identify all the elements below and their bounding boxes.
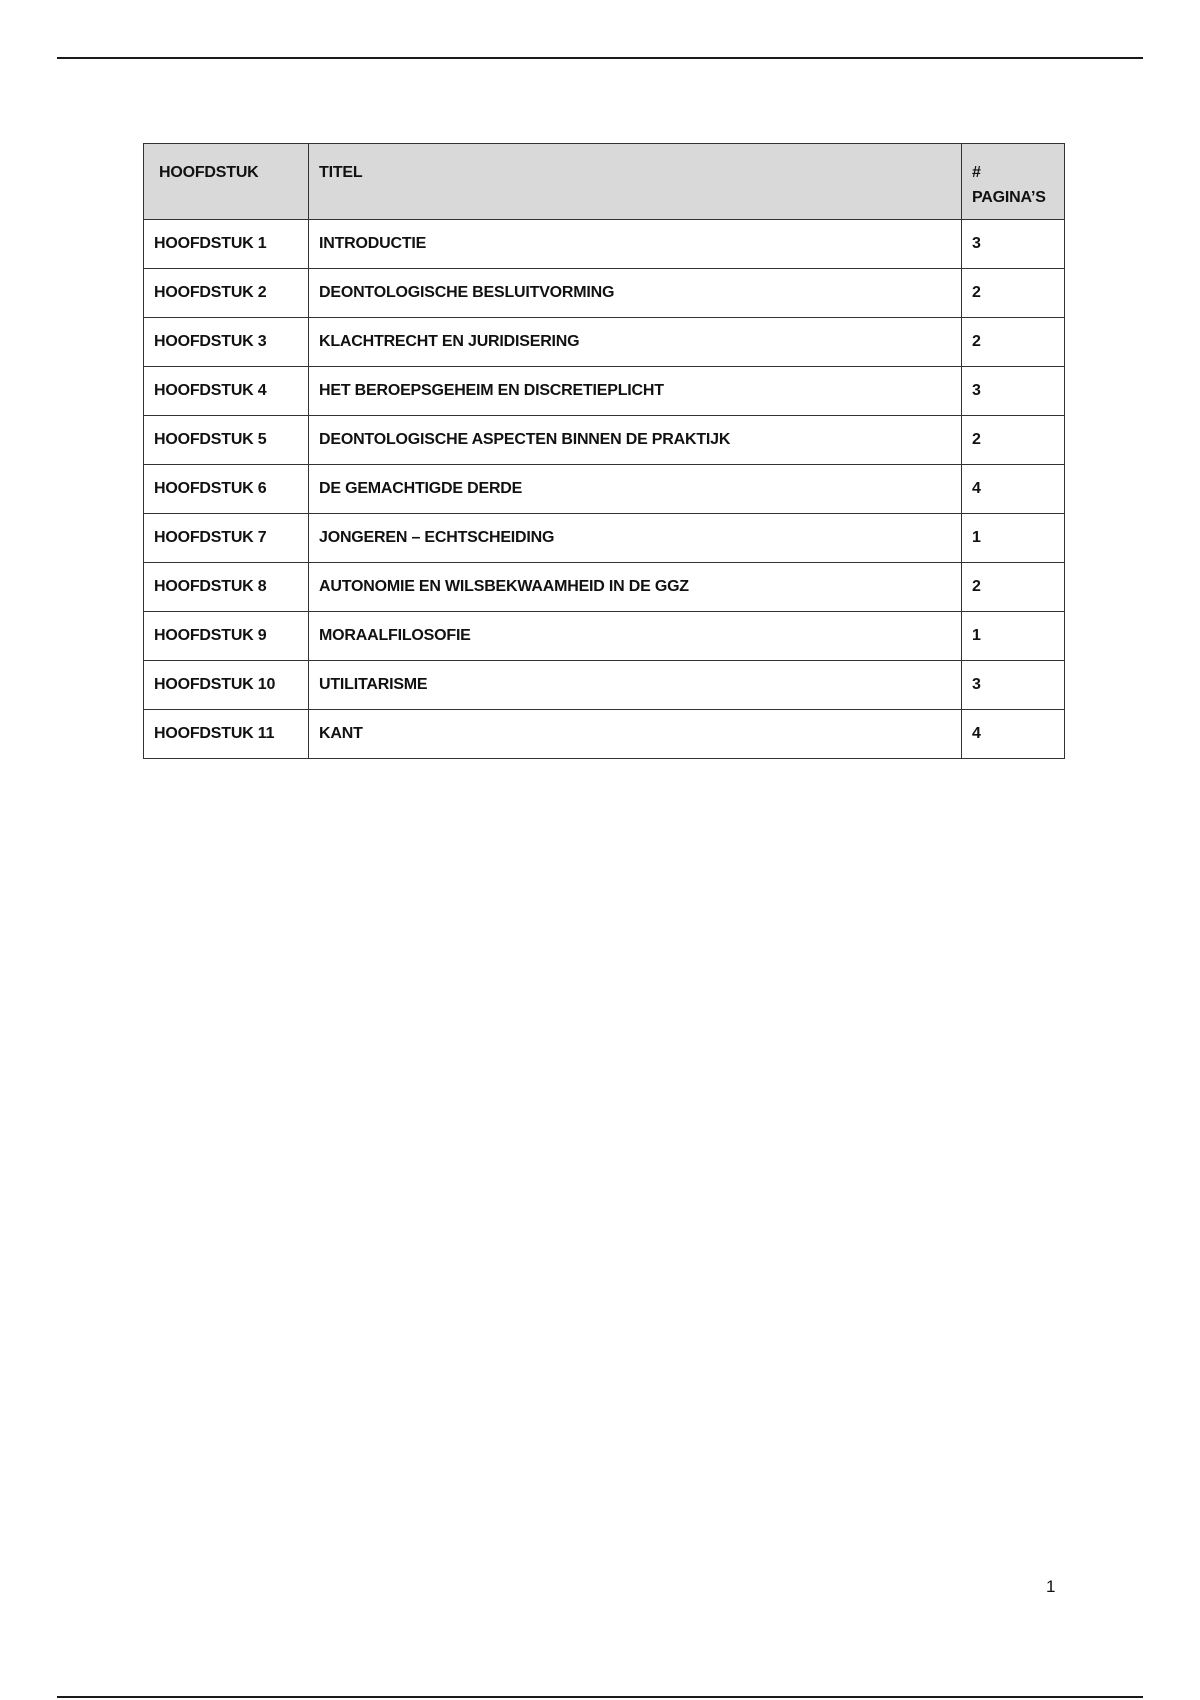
pages-cell: 3 [962,367,1065,416]
footer-rule [57,1696,1143,1698]
table-row [144,416,1065,465]
header-pages-symbol: # [972,164,981,181]
table-row [144,220,1065,269]
chapter-cell: HOOFDSTUK 7 [144,514,309,563]
title-cell: MORAALFILOSOFIE [309,612,962,661]
title-cell: AUTONOMIE EN WILSBEKWAAMHEID IN DE GGZ [309,563,962,612]
pages-cell: 4 [962,710,1065,759]
pages-cell: 3 [962,220,1065,269]
chapter-table [143,143,1065,759]
chapter-cell: HOOFDSTUK 8 [144,563,309,612]
chapter-cell: HOOFDSTUK 1 [144,220,309,269]
table-row [144,318,1065,367]
title-cell: KLACHTRECHT EN JURIDISERING [309,318,962,367]
pages-cell: 2 [962,563,1065,612]
pages-cell: 1 [962,612,1065,661]
title-cell: DE GEMACHTIGDE DERDE [309,465,962,514]
title-cell: DEONTOLOGISCHE ASPECTEN BINNEN DE PRAKTIJK [309,416,962,465]
header-pages [962,144,1065,220]
chapter-cell: HOOFDSTUK 4 [144,367,309,416]
title-cell: UTILITARISME [309,661,962,710]
title-cell: INTRODUCTIE [309,220,962,269]
chapter-cell: HOOFDSTUK 2 [144,269,309,318]
table-row [144,563,1065,612]
chapter-cell: HOOFDSTUK 6 [144,465,309,514]
header-rule [57,57,1143,59]
pages-cell: 3 [962,661,1065,710]
page-number: 1 [1046,1577,1056,1596]
chapter-cell: HOOFDSTUK 9 [144,612,309,661]
chapter-cell: HOOFDSTUK 10 [144,661,309,710]
table-row [144,661,1065,710]
pages-cell: 2 [962,269,1065,318]
title-cell: DEONTOLOGISCHE BESLUITVORMING [309,269,962,318]
table-row [144,612,1065,661]
header-chapter: HOOFDSTUK [144,144,309,220]
pages-cell: 2 [962,318,1065,367]
table-row [144,367,1065,416]
table-row [144,514,1065,563]
title-cell: HET BEROEPSGEHEIM EN DISCRETIEPLICHT [309,367,962,416]
pages-cell: 4 [962,465,1065,514]
pages-cell: 1 [962,514,1065,563]
header-title: TITEL [309,144,962,220]
chapter-cell: HOOFDSTUK 3 [144,318,309,367]
chapter-table-body [144,220,1065,759]
table-row [144,710,1065,759]
title-cell: JONGEREN – ECHTSCHEIDING [309,514,962,563]
header-pages-label: PAGINA’S [972,189,1046,206]
title-cell: KANT [309,710,962,759]
chapter-table-header [144,144,1065,220]
pages-cell: 2 [962,416,1065,465]
chapter-cell: HOOFDSTUK 11 [144,710,309,759]
table-row [144,465,1065,514]
chapter-cell: HOOFDSTUK 5 [144,416,309,465]
header-row [144,144,1065,220]
table-row [144,269,1065,318]
